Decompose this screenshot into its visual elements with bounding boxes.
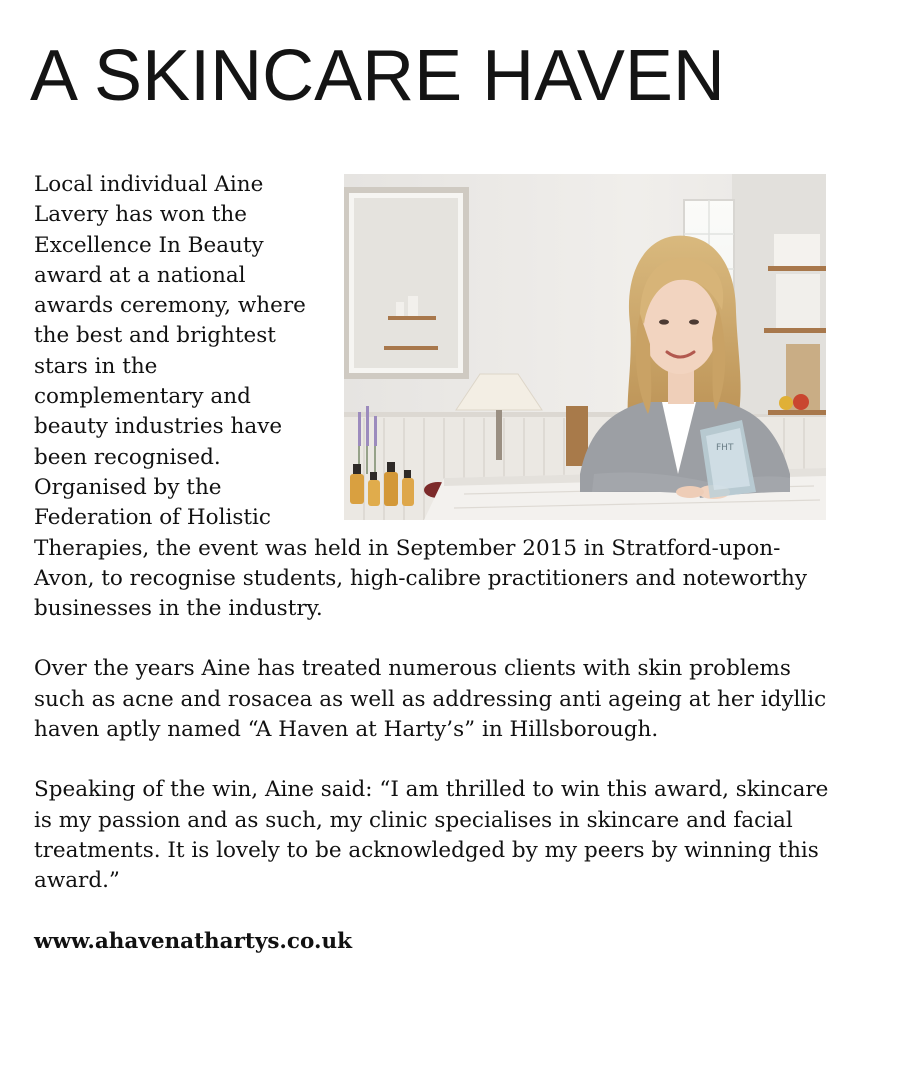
award-plaque-label: FHT (716, 443, 734, 453)
article-photo (344, 174, 826, 520)
article-body (34, 170, 834, 987)
paragraph-intro: Local individual Aine Lavery has won the Excellence In Beauty award at a national awards ceremony, where the best and brightest stars in the complementary and beauty industries have been recognised. Organised by the Federation of Holistic Therapies, the event was held in September 2015 in Stratford-upon-Avon, to recognise students, high-calibre practitioners and noteworthy businesses in the industry. (34, 172, 808, 622)
paragraph-quote: Speaking of the win, Aine said: “I am thrilled to win this award, skincare is my passion and as such, my clinic specialises in skincare and facial treatments. It is lovely to be acknowledged by my peers by winning this award.” (34, 777, 829, 894)
paragraph-treatments: Over the years Aine has treated numerous clients with skin problems such as acne and rosacea as well as addressing anti ageing at her idyllic haven aptly named “A Haven at Harty’s” in Hillsborough. (34, 656, 827, 743)
website-link[interactable]: www.ahavenathartys.co.uk (34, 928, 352, 954)
headline: A SKINCARE HAVEN (30, 36, 725, 116)
